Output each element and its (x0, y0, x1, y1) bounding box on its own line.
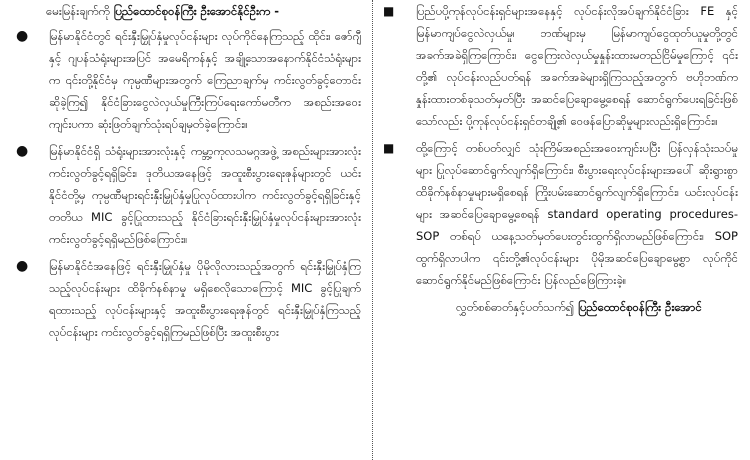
column-divider (372, 0, 374, 460)
paragraph: မြန်မာနိုင်ငံအနေဖြင့် ရင်းနှီးမြှုပ်နှံမှု ပိုမိုလိုလားသည့်အတွက် ရင်းနှီးမြှုပ်နှံကြသည့်လုပ်ငန်းများ ထိခိုက်နစ်နာမှု မရှိစေလိုသောကြောင့် MIC ခွင့်ပြုချက်ရထားသည့် လုပ်ငန်းများနှင့် အထူးစီးပွားရေးဇုန်တွင် ရင်းနှီးမြှုပ်နှံကြသည့်လုပ်ငန်းများ ကင်းလွတ်ခွင့်ရရှိကြမည်ဖြစ်ပြီး အထူးစီးပွား (49, 259, 361, 339)
list-item (16, 255, 361, 343)
list-item (16, 25, 361, 135)
closing-text: လွှတ်စစ်ဓာတ်နှင့်ပတ်သက်၍ (456, 300, 579, 314)
bullet-icon: ● (16, 258, 29, 274)
square-bullet-icon: ■ (383, 141, 395, 155)
closing-block (383, 296, 738, 318)
closing-minister-name: ပြည်ထောင်စုဝန်ကြီး ဦးအောင် (578, 300, 702, 314)
paragraph: မြန်မာနိုင်ငံရှိ သံရုံးများအားလုံးနှင့် ကမ္ဘာ့ကုလသမဂ္ဂအဖွဲ့ အစည်းများအားလုံး ကင်းလွတ်ခွင့်ရရှိခြင်း၊ ဒုတိယအနေဖြင့် အထူးစီးပွားရေးဇုန်များတွင် ယင်းနိုင်ငံတို့မှ ကုမ္ပဏီများရင်းနှီးမြှုပ်နှံမှုပြုလုပ်ထားပါက ကင်းလွတ်ခွင့်ရရှိခြင်းနှင့် တတိယ MIC ခွင့်ပြုထားသည့် နိုင်ငံခြားရင်းနှီးမြှုပ်နှံမှုလုပ်ငန်းများအားလုံး ကင်းလွတ်ခွင့်ရရှိမည်ဖြစ်ကြောင်း။ (49, 144, 361, 246)
intro-text: မေးမြန်းချက်ကို (46, 4, 114, 18)
right-column (383, 0, 738, 323)
paragraph: ပြည်ပပို့ကုန်လုပ်ငန်းရှင်များအနေနှင့် လုပ်ငန်းလိုအပ်ချက်နိုင်ငံခြား FE နှင့် မြန်မာကျပ်ငွေလဲလှယ်မှု၊ ဘဏ်များမှ မြန်မာကျပ်ငွေထုတ်ယူမှုတို့တွင် အခက်အခဲရှိကြကြောင်း၊ ငွေကြေးလဲလှယ်မှုနှုန်းထားမတည်ငြိမ်မှုကြောင့် ၎င်းတို့၏ လုပ်ငန်းလည်ပတ်ရန် အခက်အခဲများရှိကြသည့်အတွက် ဗဟိုဘဏ်က နှုန်းထားတစ်ခုသတ်မှတ်ပြီး အဆင်ပြေချောမွေ့စေရန် ဆောင်ရွက်ပေးရခြင်းဖြစ်သော်လည်း ပို့ကုန်လုပ်ငန်းရှင်တချို့၏ ဝေဖန်ပြောဆိုမှုများလည်းရှိကြောင်း။ (416, 4, 738, 128)
paragraph: မြန်မာနိုင်ငံတွင် ရင်းနှီးမြှုပ်နှံမှုလုပ်ငန်းများ လုပ်ကိုင်နေကြသည့် ထိုင်း၊ ဇော်ဂျီနှင့် ဂျပန်သံရုံးများအပြင် အမေရိကန်နှင့် အချို့သောအနောက်နိုင်ငံသံရုံးများက ၎င်းတို့နိုင်ငံမှ ကုမ္ပဏီများအတွက် ကြေညာချက်မှ ကင်းလွတ်ခွင့်တောင်းဆိုခဲ့ကြ၍ နိုင်ငံခြားငွေလဲလှယ်မှုကြီးကြပ်ရေးကော်မတီက အစည်းအဝေးကျင်းပကာ ဆုံးဖြတ်ချက်သုံးရပ်ချမှတ်ခဲ့ကြောင်း။ (49, 29, 361, 131)
list-item (16, 140, 361, 250)
bullet-icon: ● (16, 28, 29, 44)
bullet-icon: ● (16, 143, 29, 159)
left-column (16, 0, 361, 348)
list-item (383, 0, 738, 132)
closing-paragraph (416, 296, 738, 318)
list-item (383, 137, 738, 291)
intro-line (46, 0, 361, 22)
paragraph: ထို့ကြောင့် တစ်ပတ်လျှင် သုံးကြိမ်အစည်းအဝေးကျင်းပပြီး ပြန်လှန်သုံးသပ်မှုများ ပြုလုပ်ဆောင်ရွက်လျက်ရှိကြောင်း၊ စီးပွားရေးလုပ်ငန်းများအပေါ် ဆိုးရွားစွာ ထိခိုက်နစ်နာမှုများမရှိစေရန် ကြိုးပမ်းဆောင်ရွက်လျက်ရှိကြောင်း၊ ယင်းလုပ်ငန်းများ အဆင်ပြေချောမွေ့စေရန် standard operating procedures-SOP တစ်ရပ် ယနေ့သတ်မှတ်ပေးတွင်းထွက်ရှိလာမည်ဖြစ်ကြောင်း၊ SOP ထွက်ရှိလာပါက ၎င်းတို့၏လုပ်ငန်းများ ပိုမိုအဆင်ပြေချောမွေ့စွာ လုပ်ကိုင်ဆောင်ရွက်နိုင်မည်ဖြစ်ကြောင်း ပြန်လည်ဖြေကြားခဲ့။ (416, 141, 738, 287)
minister-name: ပြည်ထောင်စုဝန်ကြီး ဦးအောင်နိုင်ဦးက - (113, 4, 280, 18)
square-bullet-icon: ■ (383, 4, 395, 18)
